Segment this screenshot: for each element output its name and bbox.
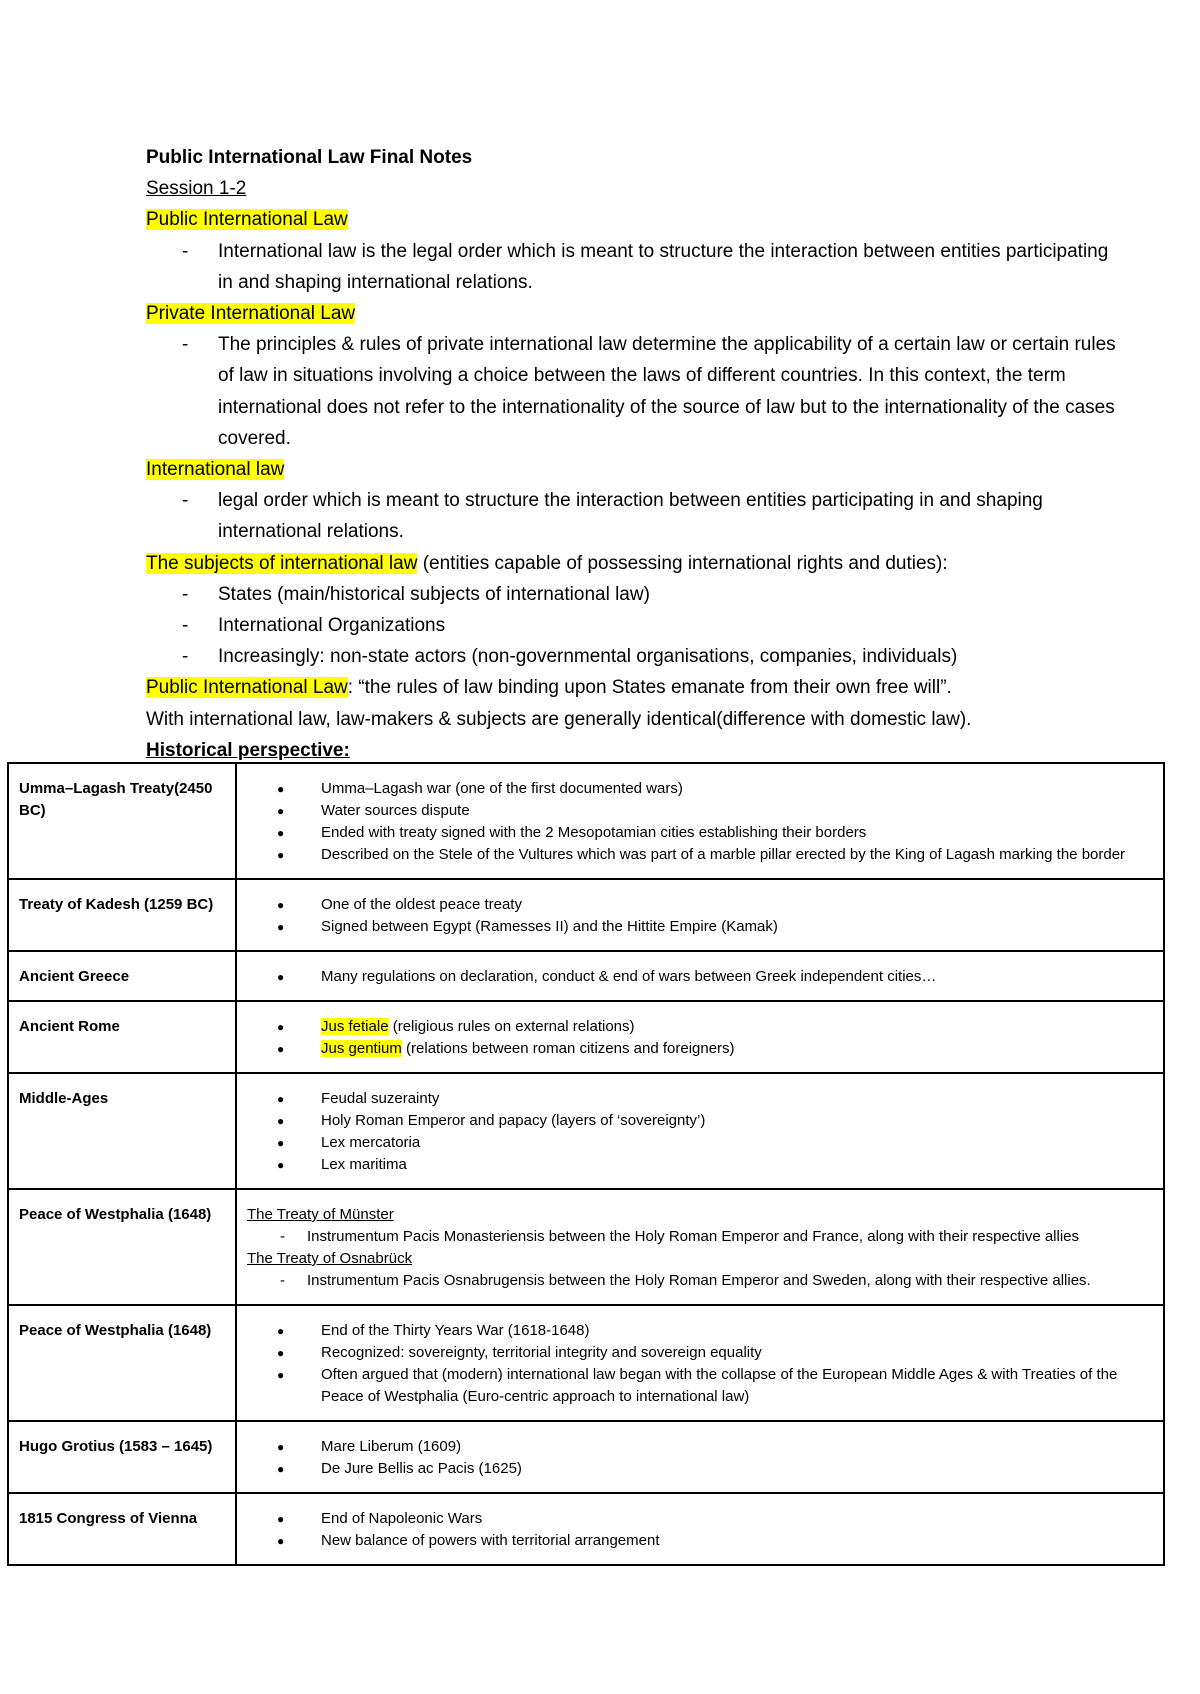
subject-item: - International Organizations <box>146 610 1106 641</box>
list-item <box>261 1016 1153 1038</box>
list-item: ● Ended with treaty signed with the 2 Mesopotamian cities establishing their borders <box>261 822 1153 844</box>
list-item: ● Signed between Egypt (Ramesses II) and the Hittite Empire (Kamak) <box>261 916 1153 938</box>
list-item: ● End of Napoleonic Wars <box>261 1508 1153 1530</box>
list-item: ● New balance of powers with territorial arrangement <box>261 1530 1153 1552</box>
row-title: Treaty of Kadesh (1259 BC) <box>8 879 236 951</box>
table-row <box>8 1493 1164 1565</box>
table-row <box>8 1421 1164 1493</box>
list-item: ● Recognized: sovereignty, territorial integrity and sovereign equality <box>261 1342 1153 1364</box>
sub-heading: The Treaty of Osnabrück <box>247 1250 413 1267</box>
list-item: ● End of the Thirty Years War (1618-1648) <box>261 1320 1153 1342</box>
with-il-line: With international law, law-makers & subjects are generally identical(difference with domestic law). <box>146 708 972 730</box>
highlighted-term: Jus fetiale <box>321 1018 389 1035</box>
item-rest: (relations between roman citizens and foreigners) <box>401 1040 735 1057</box>
private-definition: - The principles & rules of private international law determine the applicability of a certain law or certain rules of law in situations involving a choice between the laws of different countries. In this context, the term international does not refer to the internationality of the source of law but to the internationality of the cases covered. <box>146 329 1118 454</box>
list-item: ● One of the oldest peace treaty <box>261 894 1153 916</box>
document-body <box>146 142 1116 766</box>
list-item: ● Often argued that (modern) international law began with the collapse of the European Middle Ages & with Treaties of the Peace of Westphalia (Euro-centric approach to international law) <box>261 1364 1153 1408</box>
list-item: ● Feudal suzerainty <box>261 1088 1153 1110</box>
table-row <box>8 1001 1164 1073</box>
row-title: 1815 Congress of Vienna <box>8 1493 236 1565</box>
row-title: Peace of Westphalia (1648) <box>8 1189 236 1305</box>
list-item: ● Many regulations on declaration, conduct & end of wars between Greek independent cities… <box>261 966 1153 988</box>
table-row <box>8 1189 1164 1305</box>
subjects-heading: The subjects of international law <box>146 552 418 574</box>
subject-item: - Increasingly: non-state actors (non-governmental organisations, companies, individuals) <box>146 641 1106 672</box>
row-title: Ancient Greece <box>8 951 236 1001</box>
list-item: ● Mare Liberum (1609) <box>261 1436 1153 1458</box>
pil2-heading: Public International Law <box>146 677 348 699</box>
list-item: ● Holy Roman Emperor and papacy (layers of ‘sovereignty’) <box>261 1110 1153 1132</box>
row-title: Hugo Grotius (1583 – 1645) <box>8 1421 236 1493</box>
page-title: Public International Law Final Notes <box>146 147 473 168</box>
private-heading: Private International Law <box>146 303 356 325</box>
pil2-rest: : “the rules of law binding upon States emanate from their own free will”. <box>347 677 952 699</box>
item-rest: (religious rules on external relations) <box>388 1018 635 1035</box>
il-definition: - legal order which is meant to structure the interaction between entities participating in and shaping international relations. <box>146 485 1118 547</box>
list-item: ● Lex maritima <box>261 1154 1153 1176</box>
list-item <box>261 1038 1153 1060</box>
row-title: Ancient Rome <box>8 1001 236 1073</box>
table-row <box>8 1073 1164 1189</box>
row-title: Peace of Westphalia (1648) <box>8 1305 236 1421</box>
history-table <box>7 762 1165 1566</box>
highlighted-term: Jus gentium <box>321 1040 402 1057</box>
subjects-rest: (entities capable of possessing international rights and duties): <box>417 552 948 574</box>
row-title: Middle-Ages <box>8 1073 236 1189</box>
list-item: ● Lex mercatoria <box>261 1132 1153 1154</box>
pil2-line <box>146 672 1106 703</box>
table-row <box>8 879 1164 951</box>
pil-definition: - International law is the legal order which is meant to structure the interaction between entities participating in and shaping international relations. <box>146 236 1118 298</box>
list-item: ● Described on the Stele of the Vultures which was part of a marble pillar erected by the King of Lagash marking the border <box>261 844 1153 866</box>
list-item: - Instrumentum Pacis Osnabrugensis between the Holy Roman Emperor and Sweden, along with their respective allies. <box>247 1270 1153 1292</box>
sub-heading: The Treaty of Münster <box>247 1206 394 1223</box>
table-row <box>8 951 1164 1001</box>
session-heading: Session 1-2 <box>146 178 247 200</box>
subjects-line <box>146 548 1106 579</box>
historical-heading: Historical perspective: <box>146 739 350 761</box>
list-item: - Instrumentum Pacis Monasteriensis between the Holy Roman Emperor and France, along with their respective allies <box>247 1226 1153 1248</box>
list-item: ● De Jure Bellis ac Pacis (1625) <box>261 1458 1153 1480</box>
row-title: Umma–Lagash Treaty(2450 BC) <box>8 763 236 879</box>
list-item: ● Water sources dispute <box>261 800 1153 822</box>
pil-heading: Public International Law <box>146 209 348 231</box>
table-row <box>8 1305 1164 1421</box>
list-item: ● Umma–Lagash war (one of the first documented wars) <box>261 778 1153 800</box>
table-row <box>8 763 1164 879</box>
subject-item: - States (main/historical subjects of international law) <box>146 579 1106 610</box>
il-heading: International law <box>146 459 285 481</box>
